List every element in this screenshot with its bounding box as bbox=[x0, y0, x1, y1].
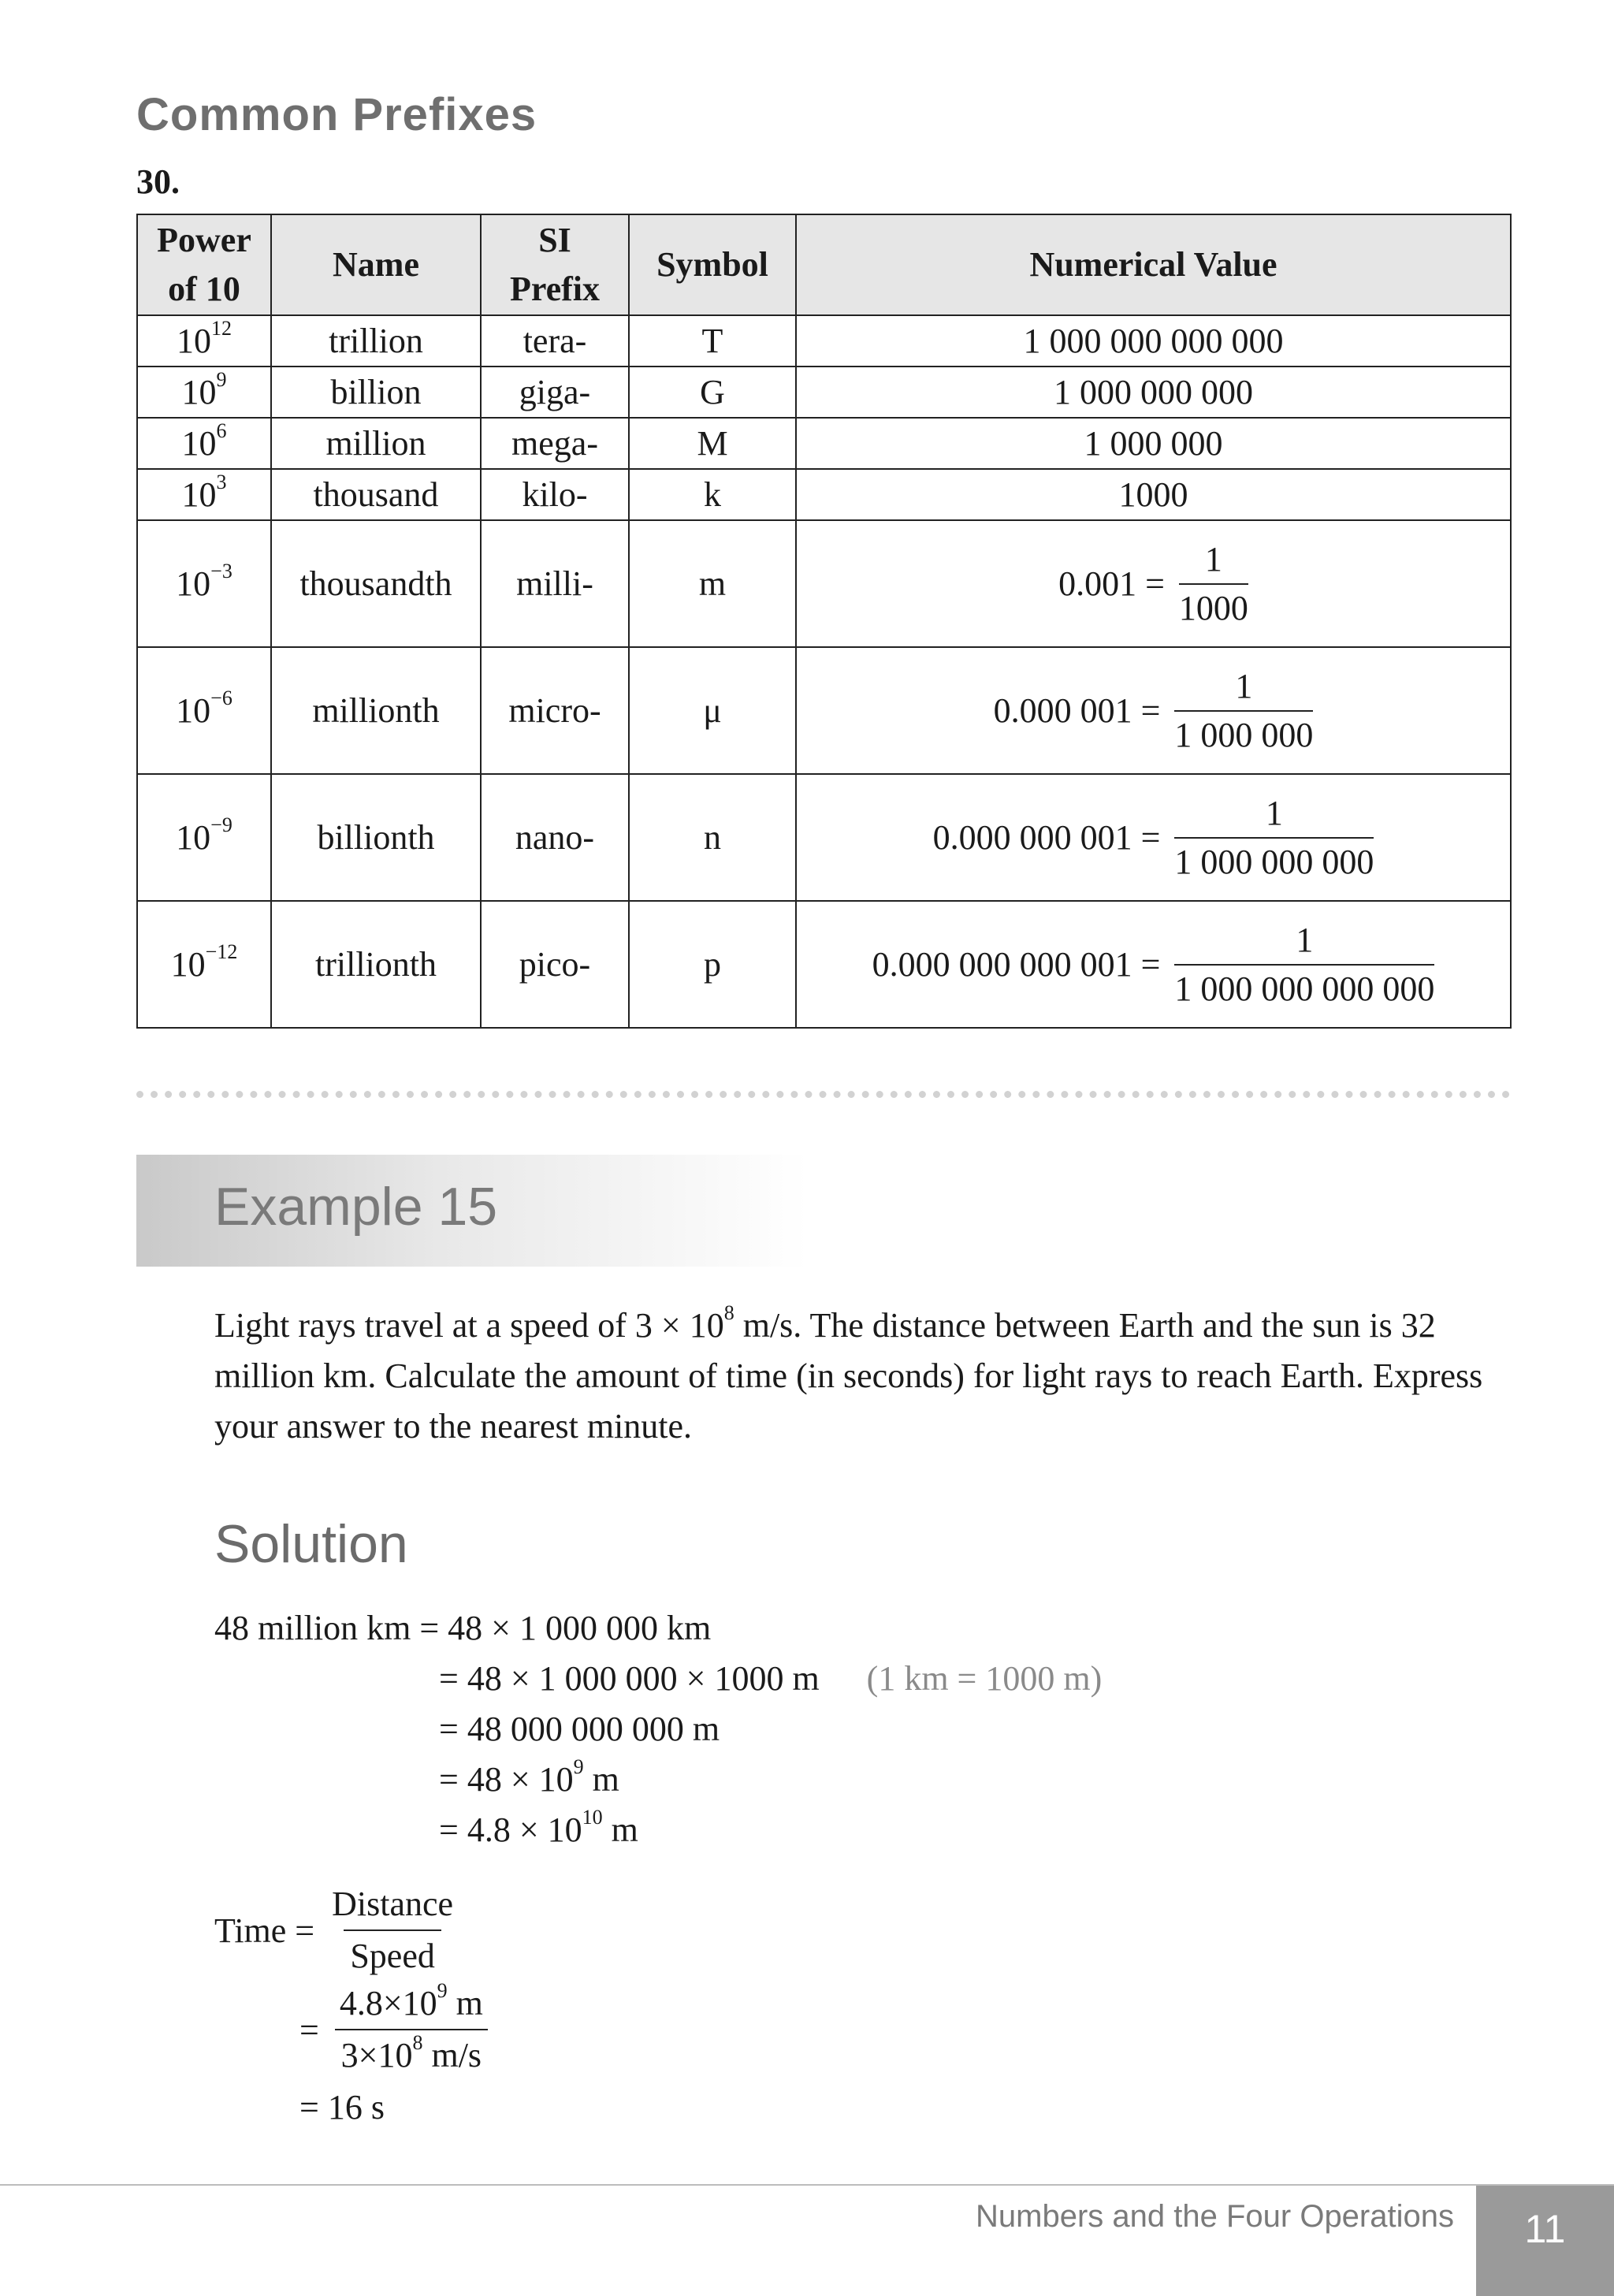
name-cell: trillion bbox=[271, 315, 481, 367]
header-power-line1: Power bbox=[157, 221, 251, 259]
example-title: Example 15 bbox=[214, 1177, 498, 1237]
decimal-value: 0.000 000 000 001 = bbox=[872, 945, 1161, 984]
fraction-denominator: 1000 bbox=[1179, 583, 1248, 629]
problem-exponent: 8 bbox=[723, 1301, 734, 1324]
power-base: 10 bbox=[176, 564, 211, 603]
power-exponent: 3 bbox=[216, 471, 227, 493]
prefix-cell: micro- bbox=[481, 647, 629, 774]
fraction-denominator: 1 000 000 000 bbox=[1174, 837, 1374, 883]
question-number: 30. bbox=[136, 162, 180, 201]
name-cell: millionth bbox=[271, 647, 481, 774]
header-name: Name bbox=[271, 214, 481, 315]
fraction-denominator: 1 000 000 000 000 bbox=[1174, 964, 1434, 1010]
value-expression bbox=[1058, 539, 1248, 629]
table-row bbox=[137, 469, 1511, 520]
table-row bbox=[137, 774, 1511, 901]
fraction bbox=[1174, 666, 1313, 756]
power-cell bbox=[137, 647, 271, 774]
symbol-cell: n bbox=[629, 774, 796, 901]
value-cell: 1 000 000 000 000 bbox=[796, 315, 1511, 367]
power-exponent: −3 bbox=[210, 560, 232, 582]
solution-line-2 bbox=[439, 1658, 1102, 1699]
solution-exponent: 9 bbox=[573, 1755, 584, 1778]
name-cell: thousandth bbox=[271, 520, 481, 647]
name-cell: trillionth bbox=[271, 901, 481, 1028]
header-prefix-line1: SI bbox=[538, 221, 571, 259]
symbol-cell: μ bbox=[629, 647, 796, 774]
prefix-cell: giga- bbox=[481, 367, 629, 418]
power-cell bbox=[137, 367, 271, 418]
table-row bbox=[137, 315, 1511, 367]
header-value: Numerical Value bbox=[796, 214, 1511, 315]
value-expression bbox=[933, 793, 1374, 883]
name-cell: billion bbox=[271, 367, 481, 418]
solution-exponent: 10 bbox=[582, 1806, 603, 1829]
example-problem bbox=[214, 1301, 1515, 1452]
table-row bbox=[137, 901, 1511, 1028]
fraction-denominator bbox=[335, 2029, 488, 2079]
fraction-numerator: 1 bbox=[1265, 793, 1283, 832]
power-cell bbox=[137, 901, 271, 1028]
power-exponent: 6 bbox=[216, 419, 227, 442]
power-exponent: −6 bbox=[210, 687, 232, 709]
solution-line-1: 48 million km = 48 × 1 000 000 km bbox=[214, 1609, 712, 1647]
value-cell bbox=[796, 647, 1511, 774]
fraction-numerator: Distance bbox=[332, 1885, 454, 1923]
decimal-value: 0.000 001 = bbox=[993, 691, 1161, 730]
power-exponent: −12 bbox=[205, 940, 238, 963]
value-cell: 1000 bbox=[796, 469, 1511, 520]
name-cell: billionth bbox=[271, 774, 481, 901]
fraction-numerator bbox=[333, 1980, 489, 2029]
header-prefix bbox=[481, 214, 629, 315]
power-base: 10 bbox=[181, 475, 217, 514]
solution-step: = 4.8 × 10 bbox=[439, 1810, 582, 1849]
solution-line-4 bbox=[439, 1755, 619, 1799]
power-exponent: −9 bbox=[210, 813, 232, 836]
value-cell bbox=[796, 520, 1511, 647]
prefix-cell: pico- bbox=[481, 901, 629, 1028]
table-row bbox=[137, 647, 1511, 774]
footer-chapter-title: Numbers and the Four Operations bbox=[976, 2199, 1454, 2234]
fraction bbox=[1174, 793, 1374, 883]
fraction-denominator: 1 000 000 bbox=[1174, 710, 1313, 756]
footer-divider bbox=[0, 2184, 1614, 2186]
prefix-cell: mega- bbox=[481, 418, 629, 469]
symbol-cell: M bbox=[629, 418, 796, 469]
name-cell: million bbox=[271, 418, 481, 469]
header-symbol: Symbol bbox=[629, 214, 796, 315]
solution-unit: m bbox=[602, 1810, 638, 1849]
power-cell bbox=[137, 469, 271, 520]
solution-step: = 48 × 10 bbox=[439, 1760, 574, 1799]
numerator-exponent: 9 bbox=[437, 1979, 448, 2002]
fraction-numerator: 1 bbox=[1235, 666, 1253, 705]
prefix-cell: milli- bbox=[481, 520, 629, 647]
denominator-exponent: 8 bbox=[412, 2031, 423, 2054]
header-prefix-line2: Prefix bbox=[509, 270, 601, 308]
power-cell bbox=[137, 418, 271, 469]
value-cell: 1 000 000 000 bbox=[796, 367, 1511, 418]
value-expression bbox=[872, 920, 1435, 1010]
power-cell bbox=[137, 520, 271, 647]
solution-line-5 bbox=[439, 1806, 638, 1850]
denominator-unit: m/s bbox=[422, 2036, 482, 2075]
denominator-text: 3×10 bbox=[340, 2036, 413, 2075]
section-title: Common Prefixes bbox=[136, 89, 537, 140]
fraction bbox=[1174, 920, 1434, 1010]
value-expression bbox=[994, 666, 1314, 756]
value-cell bbox=[796, 901, 1511, 1028]
table-row bbox=[137, 418, 1511, 469]
solution-result: = 16 s bbox=[299, 2088, 385, 2127]
power-exponent: 12 bbox=[211, 317, 232, 340]
symbol-cell: m bbox=[629, 520, 796, 647]
decimal-value: 0.001 = bbox=[1058, 564, 1165, 603]
power-cell bbox=[137, 315, 271, 367]
fraction-numerator: 1 bbox=[1204, 539, 1222, 579]
table-row bbox=[137, 367, 1511, 418]
symbol-cell: p bbox=[629, 901, 796, 1028]
substitution-fraction bbox=[333, 1980, 489, 2079]
fraction-numerator: 1 bbox=[1296, 920, 1314, 959]
power-base: 10 bbox=[176, 691, 211, 730]
power-base: 10 bbox=[170, 945, 206, 984]
solution-line-3: = 48 000 000 000 m bbox=[439, 1710, 720, 1748]
time-label: Time = bbox=[214, 1911, 315, 1950]
problem-text: Light rays travel at a speed of 3 × 10 bbox=[214, 1306, 724, 1345]
power-cell bbox=[137, 774, 271, 901]
header-power-line2: of 10 bbox=[168, 270, 240, 308]
prefix-table bbox=[136, 214, 1512, 1029]
solution-step: = 48 × 1 000 000 × 1000 m bbox=[439, 1659, 820, 1698]
table-row bbox=[137, 520, 1511, 647]
value-cell bbox=[796, 774, 1511, 901]
power-base: 10 bbox=[176, 818, 211, 857]
power-base: 10 bbox=[181, 373, 217, 411]
name-cell: thousand bbox=[271, 469, 481, 520]
equals-sign: = bbox=[299, 2010, 319, 2049]
symbol-cell: k bbox=[629, 469, 796, 520]
conversion-note: (1 km = 1000 m) bbox=[866, 1659, 1103, 1698]
solution-unit: m bbox=[583, 1760, 619, 1799]
problem-text-cont: m/s. The distance between Earth and the sun is 32 million km. Calculate the amount of time (in seconds) for light rays to reach Earth. Express your answer to the nearest minute. bbox=[214, 1306, 1483, 1446]
solution-title: Solution bbox=[214, 1514, 408, 1574]
decimal-value: 0.000 000 001 = bbox=[932, 818, 1161, 857]
symbol-cell: G bbox=[629, 367, 796, 418]
numerator-text: 4.8×10 bbox=[339, 1984, 437, 2022]
symbol-cell: T bbox=[629, 315, 796, 367]
fraction bbox=[1179, 539, 1248, 629]
numerator-unit: m bbox=[447, 1984, 483, 2022]
time-fraction bbox=[325, 1881, 459, 1980]
prefix-cell: tera- bbox=[481, 315, 629, 367]
value-cell: 1 000 000 bbox=[796, 418, 1511, 469]
power-exponent: 9 bbox=[216, 368, 227, 391]
prefix-cell: kilo- bbox=[481, 469, 629, 520]
time-formula bbox=[214, 1881, 459, 1980]
fraction-denominator: Speed bbox=[344, 1929, 441, 1980]
power-base: 10 bbox=[181, 424, 217, 463]
power-base: 10 bbox=[177, 322, 211, 360]
dotted-divider bbox=[136, 1091, 1510, 1098]
prefix-cell: nano- bbox=[481, 774, 629, 901]
header-power bbox=[137, 214, 271, 315]
table-header-row bbox=[137, 214, 1511, 315]
time-substitution bbox=[299, 1980, 489, 2079]
page-number: 11 bbox=[1476, 2186, 1614, 2296]
